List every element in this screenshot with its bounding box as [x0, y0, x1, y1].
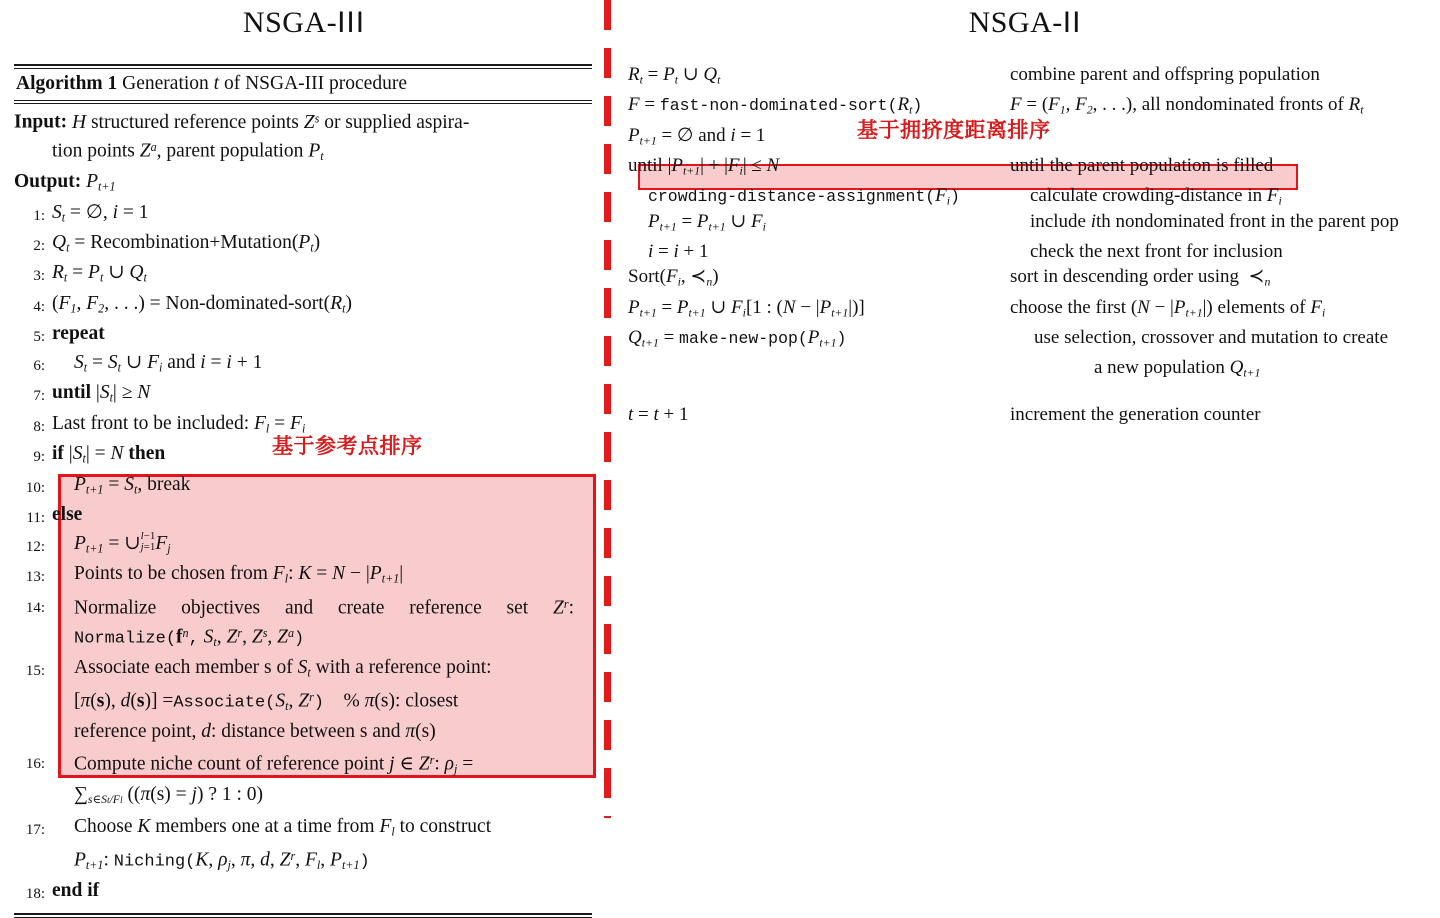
algorithm-header-rest-a: Generation [117, 73, 214, 94]
algo-output-line [14, 169, 592, 199]
nsga2-code: $Sort(F_i$, $≺_n$) [628, 266, 719, 289]
nsga2-code: until $|P_{t+1}| + |F_i| \le N$ [628, 154, 780, 178]
nsga3-title-roman: III [337, 6, 366, 39]
algo-step-1 [14, 200, 592, 230]
input-label: Input: [14, 111, 68, 133]
nsga2-code: crowding-$distance-assignment(F_i)$ [648, 185, 960, 208]
nsga3-title-prefix: NSGA- [242, 6, 338, 39]
step-number: 13: [25, 569, 45, 586]
nsga2-code: F = fast-$non-dominated-sort(R_t)$ [628, 94, 923, 117]
step-number: 4: [33, 298, 45, 315]
nsga2-row [628, 264, 1440, 294]
nsga2-desc: $F = (F_1$, $F_2$, . . .), all nondominated fronts of $R_t$ [1010, 94, 1364, 117]
step-text: Points to be chosen from $F_l$: $K = N - |P_{t+1}|$ [74, 563, 404, 586]
step-number: 10: [25, 479, 45, 496]
nsga2-row [628, 295, 1440, 325]
algo-step-6 [14, 350, 592, 380]
step-number: 8: [33, 418, 45, 435]
nsga2-desc: until the parent population is filled [1010, 154, 1274, 176]
step-text: $Q_t$ = $Recombination+Mutation(P_t)$ [52, 231, 321, 255]
step-text: end if [52, 879, 100, 901]
step-text: Normalize objectives and create reference set $Z^r$: [74, 596, 574, 619]
nsga2-desc: check the next front for inclusion [1030, 241, 1283, 263]
algorithm-header [14, 69, 592, 100]
step-number: 14: [25, 599, 45, 616]
algo-step-3 [14, 260, 592, 290]
nsga2-title-prefix: NSGA- [968, 6, 1063, 39]
nsga2-row [628, 239, 1440, 264]
step-text-cont: $Normalize(f^n$, $S_t$, $Z^r$, $Z^s$, $Z^a$) [74, 625, 305, 649]
nsga2-row [628, 325, 1440, 355]
nsga2-desc: combine parent and offspring population [1010, 64, 1320, 85]
step-number: 3: [33, 268, 45, 285]
algo-step-12 [14, 531, 592, 561]
nsga2-desc: use selection, crossover and mutation to create [1034, 327, 1389, 349]
nsga2-row-spacer [628, 386, 1440, 402]
algo-step-14-cont [14, 621, 592, 655]
nsga2-desc: sort in descending order using $≺_n$ [1010, 266, 1271, 289]
algo-step-14 [14, 592, 592, 621]
nsga2-row-highlighted [628, 183, 1440, 209]
algo-input-line-1 [14, 106, 592, 135]
algo-step-7 [14, 380, 592, 410]
step-number: 5: [33, 329, 45, 346]
step-text: $S_t$ = ∅, i = 1 [52, 201, 149, 224]
input-text-part-2: tion points $Z^a$, parent population $P_t$ [52, 140, 324, 164]
algo-step-5 [14, 321, 592, 350]
step-text: Associate each member s of $S_t$ with a reference point: [74, 656, 492, 679]
algo-step-2 [14, 230, 592, 260]
nsga2-row [628, 402, 1440, 427]
step-number: 17: [25, 821, 45, 838]
step-text-cont: $\sum_{s\in St/Fl}$ ((π(s) = j) ? 1 : 0) [74, 783, 264, 806]
nsga2-desc: include ith nondominated front in the parent pop [1030, 211, 1399, 233]
highlighted-steps-group [14, 531, 592, 878]
nsga2-code [628, 355, 1010, 385]
nsga2-code: $Q_{t+1}$ = make-$new-pop(P_{t+1})$ [628, 327, 847, 350]
step-text: else [52, 503, 83, 525]
step-text-cont: [π(s), $d(s)] =Associate(S_t$, $Z^r$) % π(s): closest [74, 689, 459, 713]
algo-step-15-cont-2 [14, 719, 592, 748]
nsga2-code: i = i + 1 [648, 241, 709, 263]
output-value: $P_{t+1}$ [86, 171, 116, 194]
algo-input-line-2 [14, 135, 592, 169]
nsga3-panel [0, 0, 608, 902]
nsga2-code: $P_{t+1}$ = ∅ and i = 1 [628, 124, 766, 147]
nsga2-title-roman: II [1062, 6, 1082, 39]
nsga2-desc: choose the first $(N - |P_{t+1}|)$ elements of $F_i$ [1010, 296, 1326, 320]
step-number: 11: [26, 509, 45, 526]
step-number: 16: [25, 755, 45, 772]
step-text: $P_{t+1}$ = ∪ l−1 j=1 $F_j$ [74, 529, 171, 556]
step-text: if $|S_t| = N$ then [52, 443, 166, 466]
nsga2-code: $P_{t+1} = P_{t+1}$ ∪ $F_i[1$ : $(N - |P_{t+1}|)$] [628, 296, 865, 320]
algo-step-15 [14, 655, 592, 685]
algo-step-16 [14, 748, 592, 782]
nsga2-desc: calculate crowding-distance in $F_i$ [1030, 185, 1282, 208]
algo-step-10 [14, 472, 592, 502]
nsga2-code: $R_t = P_t$ ∪ $Q_t$ [628, 64, 721, 87]
step-number: 1: [33, 207, 45, 224]
output-label: Output: [14, 171, 82, 193]
step-text: Last front to be included: $F_l = F_i$ [52, 412, 306, 436]
step-number: 15: [25, 662, 45, 679]
annotation-reference-point-sorting: 基于参考点排序 [272, 434, 423, 458]
nsga2-row [628, 209, 1440, 239]
nsga2-desc: increment the generation counter [1010, 403, 1261, 425]
step-text: repeat [52, 323, 105, 345]
nsga2-row [628, 62, 1440, 92]
algo-output-text [14, 169, 592, 199]
algo-input-text [14, 106, 592, 134]
annotation-crowding-distance-sorting: 基于拥挤度距离排序 [857, 118, 1051, 142]
algo-step-17 [14, 814, 592, 844]
step-number: 7: [33, 388, 45, 405]
algorithm-1-block [14, 64, 592, 918]
step-number: 9: [33, 449, 45, 466]
algo-step-15-cont-1 [14, 685, 592, 719]
step-number: 18: [25, 885, 45, 902]
step-text: $P_{t+1} = S_t$, break [74, 473, 191, 496]
step-text: Compute niche count of reference point j ∈ $Z^r$: $\rho_j$ = [74, 752, 474, 776]
algo-step-18 [14, 878, 592, 907]
nsga2-desc [1010, 123, 1440, 153]
step-text: $R_t = P_t$ ∪ $Q_t$ [52, 262, 147, 285]
step-text: until $|S_t| \ge N$ [52, 382, 151, 405]
nsga2-row [628, 153, 1440, 183]
step-text: $S_t = S_t$ ∪ $F_i$ and i = i + 1 [74, 352, 263, 375]
step-number: 12: [25, 538, 45, 555]
nsga2-title [610, 0, 1440, 40]
algorithm-label: Algorithm 1 [16, 73, 118, 94]
step-text-cont: reference point, d: distance between s and π(s) [74, 720, 436, 742]
step-text-cont: $P_{t+1}$: Niching(K, $\rho_j$, π, d, $Z^r$, $F_l$, $P_{t+1}$) [74, 849, 370, 872]
input-text-part-1: H structured reference points $Z^s$ or supplied aspira- [72, 111, 470, 133]
step-number: 6: [33, 358, 45, 375]
algorithm-header-var-t: t [213, 73, 220, 94]
algo-step-4 [14, 291, 592, 321]
step-text: ($F_1$, $F_2$, . . .) = Non-$dominated-sort(R_t)$ [52, 292, 352, 316]
algo-step-17-cont [14, 844, 592, 878]
algo-step-16-cont [14, 782, 592, 814]
step-number: 2: [33, 237, 45, 254]
algo-step-13 [14, 561, 592, 591]
algo-step-11 [14, 502, 592, 531]
algorithm-header-rest-b: of NSGA-III procedure [219, 73, 407, 94]
nsga3-title [0, 0, 608, 40]
step-text: Choose K members one at a time from $F_l$ to construct [74, 815, 492, 839]
nsga2-code: t = t + 1 [628, 403, 689, 425]
nsga2-desc: a new population $Q_{t+1}$ [1094, 357, 1261, 380]
nsga2-row [628, 355, 1440, 385]
nsga2-code: $P_{t+1} = P_{t+1}$ ∪ $F_i$ [648, 211, 766, 234]
